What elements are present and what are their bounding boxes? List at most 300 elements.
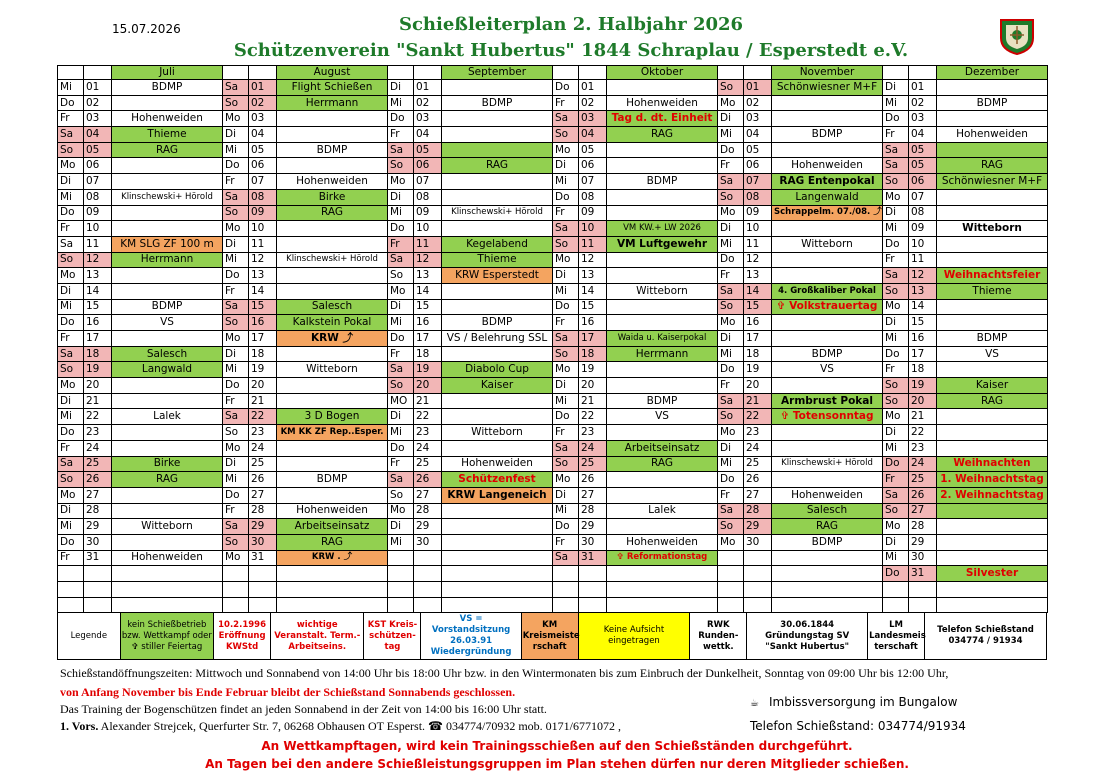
- day-number-cell: 13: [744, 268, 772, 284]
- event-cell: [607, 315, 718, 331]
- table-row: [58, 393, 1048, 409]
- day-number-cell: 28: [744, 503, 772, 519]
- group-access-note: An Tagen bei den andere Schießleistungsgruppen im Plan stehen dürfen nur deren Mitglieder schießen.: [205, 757, 909, 771]
- weekday-cell: Fr: [718, 378, 744, 394]
- day-number-cell: 14: [579, 283, 607, 299]
- event-cell: RAG: [442, 158, 553, 174]
- table-row: [58, 456, 1048, 472]
- weekday-cell: Do: [388, 331, 414, 347]
- weekday-cell: So: [883, 174, 909, 190]
- day-number-cell: 24: [414, 440, 442, 456]
- weekday-cell: Di: [718, 221, 744, 237]
- weekday-cell: Mi: [553, 393, 579, 409]
- event-cell: [112, 268, 223, 284]
- weekday-cell: So: [223, 425, 249, 441]
- weekday-cell: [883, 582, 909, 598]
- day-number-cell: 06: [909, 174, 937, 190]
- day-number-cell: 16: [744, 315, 772, 331]
- table-row: [58, 111, 1048, 127]
- event-cell: BDMP: [607, 393, 718, 409]
- table-row: [58, 472, 1048, 488]
- event-cell: [277, 597, 388, 613]
- event-cell: RAG: [937, 158, 1048, 174]
- weekday-cell: Do: [718, 252, 744, 268]
- table-row: [58, 315, 1048, 331]
- event-cell: [607, 519, 718, 535]
- month-spacer: [579, 66, 607, 80]
- event-cell: ✞ Reformationstag: [607, 550, 718, 566]
- weekday-cell: Di: [883, 205, 909, 221]
- weekday-cell: Mi: [58, 409, 84, 425]
- day-number-cell: 07: [414, 174, 442, 190]
- weekday-cell: Di: [553, 487, 579, 503]
- day-number-cell: 18: [414, 346, 442, 362]
- event-cell: Arbeitseinsatz: [277, 519, 388, 535]
- day-number-cell: 29: [744, 519, 772, 535]
- weekday-cell: Do: [553, 519, 579, 535]
- event-cell: Langwald: [112, 362, 223, 378]
- event-cell: [442, 566, 553, 582]
- event-cell: [112, 378, 223, 394]
- day-number-cell: 10: [84, 221, 112, 237]
- event-cell: [937, 142, 1048, 158]
- day-number-cell: 06: [744, 158, 772, 174]
- weekday-cell: Sa: [553, 111, 579, 127]
- month-header: September: [442, 66, 553, 80]
- weekday-cell: Fr: [223, 283, 249, 299]
- event-cell: Witteborn: [442, 425, 553, 441]
- weekday-cell: Fr: [553, 315, 579, 331]
- day-number-cell: 24: [84, 440, 112, 456]
- archery-training-note: Das Training der Bogenschützen findet an jeden Sonnabend in der Zeit von 14:00 bis 16:00 Uhr statt.: [60, 702, 547, 716]
- table-row: [58, 252, 1048, 268]
- weekday-cell: So: [58, 362, 84, 378]
- day-number-cell: 05: [249, 142, 277, 158]
- legend-cell: kein Schießbetrieb bzw. Wettkampf oder ✞ stiller Feiertag: [120, 613, 213, 660]
- weekday-cell: Do: [718, 472, 744, 488]
- event-cell: Diabolo Cup: [442, 362, 553, 378]
- event-cell: [937, 362, 1048, 378]
- event-cell: RAG: [112, 142, 223, 158]
- chairman-details: Alexander Strejcek, Querfurter Str. 7, 06268 Obhausen OT Esperst. ☎ 034774/70932 mob. 0171/6771072 ,: [98, 719, 621, 733]
- weekday-cell: Di: [58, 503, 84, 519]
- event-cell: Salesch: [112, 346, 223, 362]
- month-spacer: [223, 66, 249, 80]
- event-cell: [277, 158, 388, 174]
- day-number-cell: 20: [84, 378, 112, 394]
- event-cell: [112, 566, 223, 582]
- event-cell: VS: [112, 315, 223, 331]
- weekday-cell: Mo: [223, 111, 249, 127]
- day-number-cell: 02: [909, 95, 937, 111]
- day-number-cell: 03: [84, 111, 112, 127]
- legend-cell: KST Kreis- schützen- tag: [364, 613, 421, 660]
- weekday-cell: So: [553, 127, 579, 143]
- day-number-cell: 08: [249, 189, 277, 205]
- weekday-cell: Fr: [388, 346, 414, 362]
- month-header: Juli: [112, 66, 223, 80]
- day-number-cell: 01: [744, 80, 772, 96]
- weekday-cell: [58, 566, 84, 582]
- day-number-cell: 21: [414, 393, 442, 409]
- day-number-cell: 27: [84, 487, 112, 503]
- weekday-cell: Mo: [58, 487, 84, 503]
- event-cell: [277, 378, 388, 394]
- day-number-cell: 25: [744, 456, 772, 472]
- day-number-cell: 15: [414, 299, 442, 315]
- event-cell: BDMP: [772, 534, 883, 550]
- weekday-cell: Mi: [223, 252, 249, 268]
- weekday-cell: So: [58, 472, 84, 488]
- day-number-cell: 26: [414, 472, 442, 488]
- day-number-cell: 08: [84, 189, 112, 205]
- weekday-cell: Mo: [58, 158, 84, 174]
- day-number-cell: 03: [909, 111, 937, 127]
- day-number-cell: 08: [579, 189, 607, 205]
- weekday-cell: Sa: [388, 142, 414, 158]
- event-cell: [112, 534, 223, 550]
- event-cell: Salesch: [772, 503, 883, 519]
- weekday-cell: [388, 566, 414, 582]
- event-cell: [442, 346, 553, 362]
- event-cell: BDMP: [937, 331, 1048, 347]
- day-number-cell: [414, 550, 442, 566]
- event-cell: [937, 299, 1048, 315]
- weekday-cell: [718, 582, 744, 598]
- day-number-cell: 28: [249, 503, 277, 519]
- day-number-cell: 16: [249, 315, 277, 331]
- club-logo: [997, 16, 1037, 56]
- day-number-cell: 21: [249, 393, 277, 409]
- weekday-cell: Mo: [223, 550, 249, 566]
- weekday-cell: Di: [718, 331, 744, 347]
- day-number-cell: 03: [414, 111, 442, 127]
- day-number-cell: 14: [249, 283, 277, 299]
- table-row: [58, 566, 1048, 582]
- day-number-cell: [414, 582, 442, 598]
- club-name: Schützenverein "Sankt Hubertus" 1844 Schraplau / Esperstedt e.V.: [233, 40, 909, 61]
- range-phone: Telefon Schießstand: 034774/91934: [750, 719, 966, 733]
- weekday-cell: Mi: [388, 534, 414, 550]
- weekday-cell: Mi: [58, 519, 84, 535]
- weekday-cell: Fr: [223, 503, 249, 519]
- weekday-cell: So: [223, 95, 249, 111]
- weekday-cell: [553, 597, 579, 613]
- weekday-cell: Mi: [388, 205, 414, 221]
- legend-cell: Telefon Schießstand 034774 / 91934: [925, 613, 1047, 660]
- weekday-cell: Di: [223, 127, 249, 143]
- event-cell: BDMP: [277, 142, 388, 158]
- event-cell: 1. Weihnachtstag: [937, 472, 1048, 488]
- weekday-cell: Do: [883, 566, 909, 582]
- legend-table: [57, 612, 1047, 660]
- day-number-cell: 14: [84, 283, 112, 299]
- event-cell: [442, 174, 553, 190]
- event-cell: Schönwiesner M+F: [772, 80, 883, 96]
- event-cell: KRW Langeneich: [442, 487, 553, 503]
- event-cell: [277, 566, 388, 582]
- weekday-cell: Mi: [553, 503, 579, 519]
- event-cell: [772, 378, 883, 394]
- event-cell: BDMP: [442, 95, 553, 111]
- weekday-cell: Mo: [718, 95, 744, 111]
- day-number-cell: 23: [414, 425, 442, 441]
- day-number-cell: 23: [579, 425, 607, 441]
- day-number-cell: [249, 566, 277, 582]
- weekday-cell: Do: [388, 440, 414, 456]
- day-number-cell: 17: [414, 331, 442, 347]
- weekday-cell: Fr: [883, 127, 909, 143]
- weekday-cell: Mo: [883, 299, 909, 315]
- day-number-cell: 26: [84, 472, 112, 488]
- day-number-cell: 09: [744, 205, 772, 221]
- event-cell: [772, 221, 883, 237]
- event-cell: Kaiser: [937, 378, 1048, 394]
- weekday-cell: Di: [553, 378, 579, 394]
- weekday-cell: Mi: [553, 283, 579, 299]
- day-number-cell: 04: [579, 127, 607, 143]
- weekday-cell: So: [883, 283, 909, 299]
- weekday-cell: Mi: [223, 472, 249, 488]
- event-cell: KRW Esperstedt: [442, 268, 553, 284]
- day-number-cell: 20: [909, 393, 937, 409]
- day-number-cell: 09: [414, 205, 442, 221]
- day-number-cell: 02: [414, 95, 442, 111]
- weekday-cell: Fr: [883, 472, 909, 488]
- weekday-cell: Do: [223, 268, 249, 284]
- event-cell: [112, 597, 223, 613]
- event-cell: Klinschewski+ Hörold: [112, 189, 223, 205]
- day-number-cell: 17: [249, 331, 277, 347]
- page-title: Schießleiterplan 2. Halbjahr 2026: [398, 14, 744, 35]
- day-number-cell: 30: [249, 534, 277, 550]
- event-cell: [772, 582, 883, 598]
- event-cell: [937, 80, 1048, 96]
- day-number-cell: 11: [579, 236, 607, 252]
- day-number-cell: [579, 566, 607, 582]
- weekday-cell: So: [718, 519, 744, 535]
- event-cell: [442, 534, 553, 550]
- imbiss-note: [750, 695, 957, 709]
- weekday-cell: Mi: [58, 299, 84, 315]
- day-number-cell: 27: [579, 487, 607, 503]
- event-cell: Langenwald: [772, 189, 883, 205]
- weekday-cell: Di: [223, 456, 249, 472]
- legend-cell: Keine Aufsicht eingetragen: [578, 613, 690, 660]
- weekday-cell: Mi: [553, 174, 579, 190]
- weekday-cell: Mi: [718, 127, 744, 143]
- weekday-cell: Sa: [883, 487, 909, 503]
- day-number-cell: [579, 597, 607, 613]
- day-number-cell: 07: [744, 174, 772, 190]
- event-cell: BDMP: [112, 299, 223, 315]
- table-row: [58, 205, 1048, 221]
- weekday-cell: Sa: [223, 189, 249, 205]
- day-number-cell: 19: [249, 362, 277, 378]
- weekday-cell: So: [388, 378, 414, 394]
- event-cell: [772, 95, 883, 111]
- weekday-cell: Sa: [883, 142, 909, 158]
- event-cell: RAG: [277, 205, 388, 221]
- weekday-cell: Fr: [553, 425, 579, 441]
- month-spacer: [744, 66, 772, 80]
- day-number-cell: 31: [909, 566, 937, 582]
- weekday-cell: Di: [718, 440, 744, 456]
- weekday-cell: [718, 566, 744, 582]
- day-number-cell: 20: [744, 378, 772, 394]
- day-number-cell: 31: [84, 550, 112, 566]
- day-number-cell: 20: [579, 378, 607, 394]
- weekday-cell: Do: [223, 487, 249, 503]
- weekday-cell: Mo: [553, 362, 579, 378]
- day-number-cell: 07: [909, 189, 937, 205]
- weekday-cell: Fr: [883, 252, 909, 268]
- weekday-cell: Fr: [553, 534, 579, 550]
- event-cell: BDMP: [937, 95, 1048, 111]
- day-number-cell: 19: [909, 378, 937, 394]
- month-spacer: [553, 66, 579, 80]
- event-cell: Schrappelm. 07./08. ⤴: [772, 205, 883, 221]
- weekday-cell: Sa: [58, 236, 84, 252]
- day-number-cell: 30: [579, 534, 607, 550]
- day-number-cell: 17: [84, 331, 112, 347]
- legend-cell: 30.06.1844 Gründungstag SV "Sankt Hubertus": [747, 613, 868, 660]
- chairman-contact: [60, 719, 621, 734]
- weekday-cell: Di: [553, 268, 579, 284]
- weekday-cell: So: [388, 158, 414, 174]
- weekday-cell: So: [718, 409, 744, 425]
- day-number-cell: 31: [579, 550, 607, 566]
- day-number-cell: 16: [84, 315, 112, 331]
- day-number-cell: 03: [249, 111, 277, 127]
- day-number-cell: 06: [579, 158, 607, 174]
- day-number-cell: 19: [84, 362, 112, 378]
- event-cell: [442, 550, 553, 566]
- day-number-cell: 09: [84, 205, 112, 221]
- day-number-cell: 25: [414, 456, 442, 472]
- weekday-cell: Sa: [58, 346, 84, 362]
- event-cell: RAG: [277, 534, 388, 550]
- weekday-cell: Mo: [553, 252, 579, 268]
- table-row: [58, 362, 1048, 378]
- weekday-cell: [388, 550, 414, 566]
- weekday-cell: [883, 597, 909, 613]
- event-cell: [607, 425, 718, 441]
- event-cell: [442, 503, 553, 519]
- weekday-cell: So: [553, 346, 579, 362]
- event-cell: [277, 283, 388, 299]
- day-number-cell: [909, 582, 937, 598]
- weekday-cell: Sa: [718, 503, 744, 519]
- day-number-cell: 22: [909, 425, 937, 441]
- table-row: [58, 440, 1048, 456]
- day-number-cell: 26: [579, 472, 607, 488]
- day-number-cell: 19: [414, 362, 442, 378]
- event-cell: Herrmann: [607, 346, 718, 362]
- day-number-cell: [579, 582, 607, 598]
- weekday-cell: Di: [58, 393, 84, 409]
- weekday-cell: Do: [58, 205, 84, 221]
- weekday-cell: So: [223, 315, 249, 331]
- weekday-cell: Sa: [388, 472, 414, 488]
- event-cell: Hohenweiden: [607, 95, 718, 111]
- legend-cell: LM Landesmeis terschaft: [868, 613, 925, 660]
- event-cell: [112, 158, 223, 174]
- day-number-cell: 27: [249, 487, 277, 503]
- event-cell: Kegelabend: [442, 236, 553, 252]
- weekday-cell: Sa: [553, 331, 579, 347]
- day-number-cell: 07: [579, 174, 607, 190]
- event-cell: VM Luftgewehr: [607, 236, 718, 252]
- table-row: [58, 80, 1048, 96]
- day-number-cell: 23: [84, 425, 112, 441]
- weekday-cell: [388, 582, 414, 598]
- weekday-cell: Do: [883, 111, 909, 127]
- event-cell: [772, 111, 883, 127]
- day-number-cell: 25: [909, 472, 937, 488]
- weekday-cell: Fr: [388, 127, 414, 143]
- weekday-cell: Di: [388, 80, 414, 96]
- weekday-cell: Sa: [58, 456, 84, 472]
- event-cell: Witteborn: [772, 236, 883, 252]
- weekday-cell: So: [388, 268, 414, 284]
- weekday-cell: Sa: [718, 393, 744, 409]
- day-number-cell: 01: [84, 80, 112, 96]
- weekday-cell: So: [58, 252, 84, 268]
- day-number-cell: 26: [744, 472, 772, 488]
- event-cell: Lalek: [112, 409, 223, 425]
- weekday-cell: Mo: [58, 268, 84, 284]
- event-cell: Hohenweiden: [937, 127, 1048, 143]
- event-cell: [112, 487, 223, 503]
- weekday-cell: Mi: [58, 189, 84, 205]
- day-number-cell: 30: [909, 550, 937, 566]
- weekday-cell: Fr: [58, 440, 84, 456]
- event-cell: VS: [937, 346, 1048, 362]
- weekday-cell: Mo: [718, 205, 744, 221]
- print-date: 15.07.2026: [112, 22, 181, 36]
- event-cell: Kalkstein Pokal: [277, 315, 388, 331]
- day-number-cell: 12: [909, 268, 937, 284]
- event-cell: Tag d. dt. Einheit: [607, 111, 718, 127]
- day-number-cell: 11: [744, 236, 772, 252]
- event-cell: [442, 127, 553, 143]
- weekday-cell: Do: [58, 425, 84, 441]
- month-header: November: [772, 66, 883, 80]
- weekday-cell: Mi: [58, 80, 84, 96]
- event-cell: [442, 283, 553, 299]
- weekday-cell: Mo: [388, 283, 414, 299]
- weekday-cell: Do: [388, 111, 414, 127]
- day-number-cell: [84, 582, 112, 598]
- day-number-cell: 26: [249, 472, 277, 488]
- weekday-cell: Sa: [223, 519, 249, 535]
- event-cell: [277, 440, 388, 456]
- day-number-cell: 02: [744, 95, 772, 111]
- weekday-cell: [58, 597, 84, 613]
- event-cell: Thieme: [112, 127, 223, 143]
- event-cell: [607, 142, 718, 158]
- weekday-cell: So: [883, 503, 909, 519]
- event-cell: Witteborn: [937, 221, 1048, 237]
- competition-day-note: An Wettkampftagen, wird kein Trainingsschießen auf den Schießständen durchgeführt.: [261, 739, 853, 753]
- event-cell: Hohenweiden: [112, 111, 223, 127]
- event-cell: [442, 111, 553, 127]
- event-cell: [112, 95, 223, 111]
- table-row: [58, 283, 1048, 299]
- legend-cell: KM Kreismeiste rschaft: [521, 613, 578, 660]
- day-number-cell: 29: [249, 519, 277, 535]
